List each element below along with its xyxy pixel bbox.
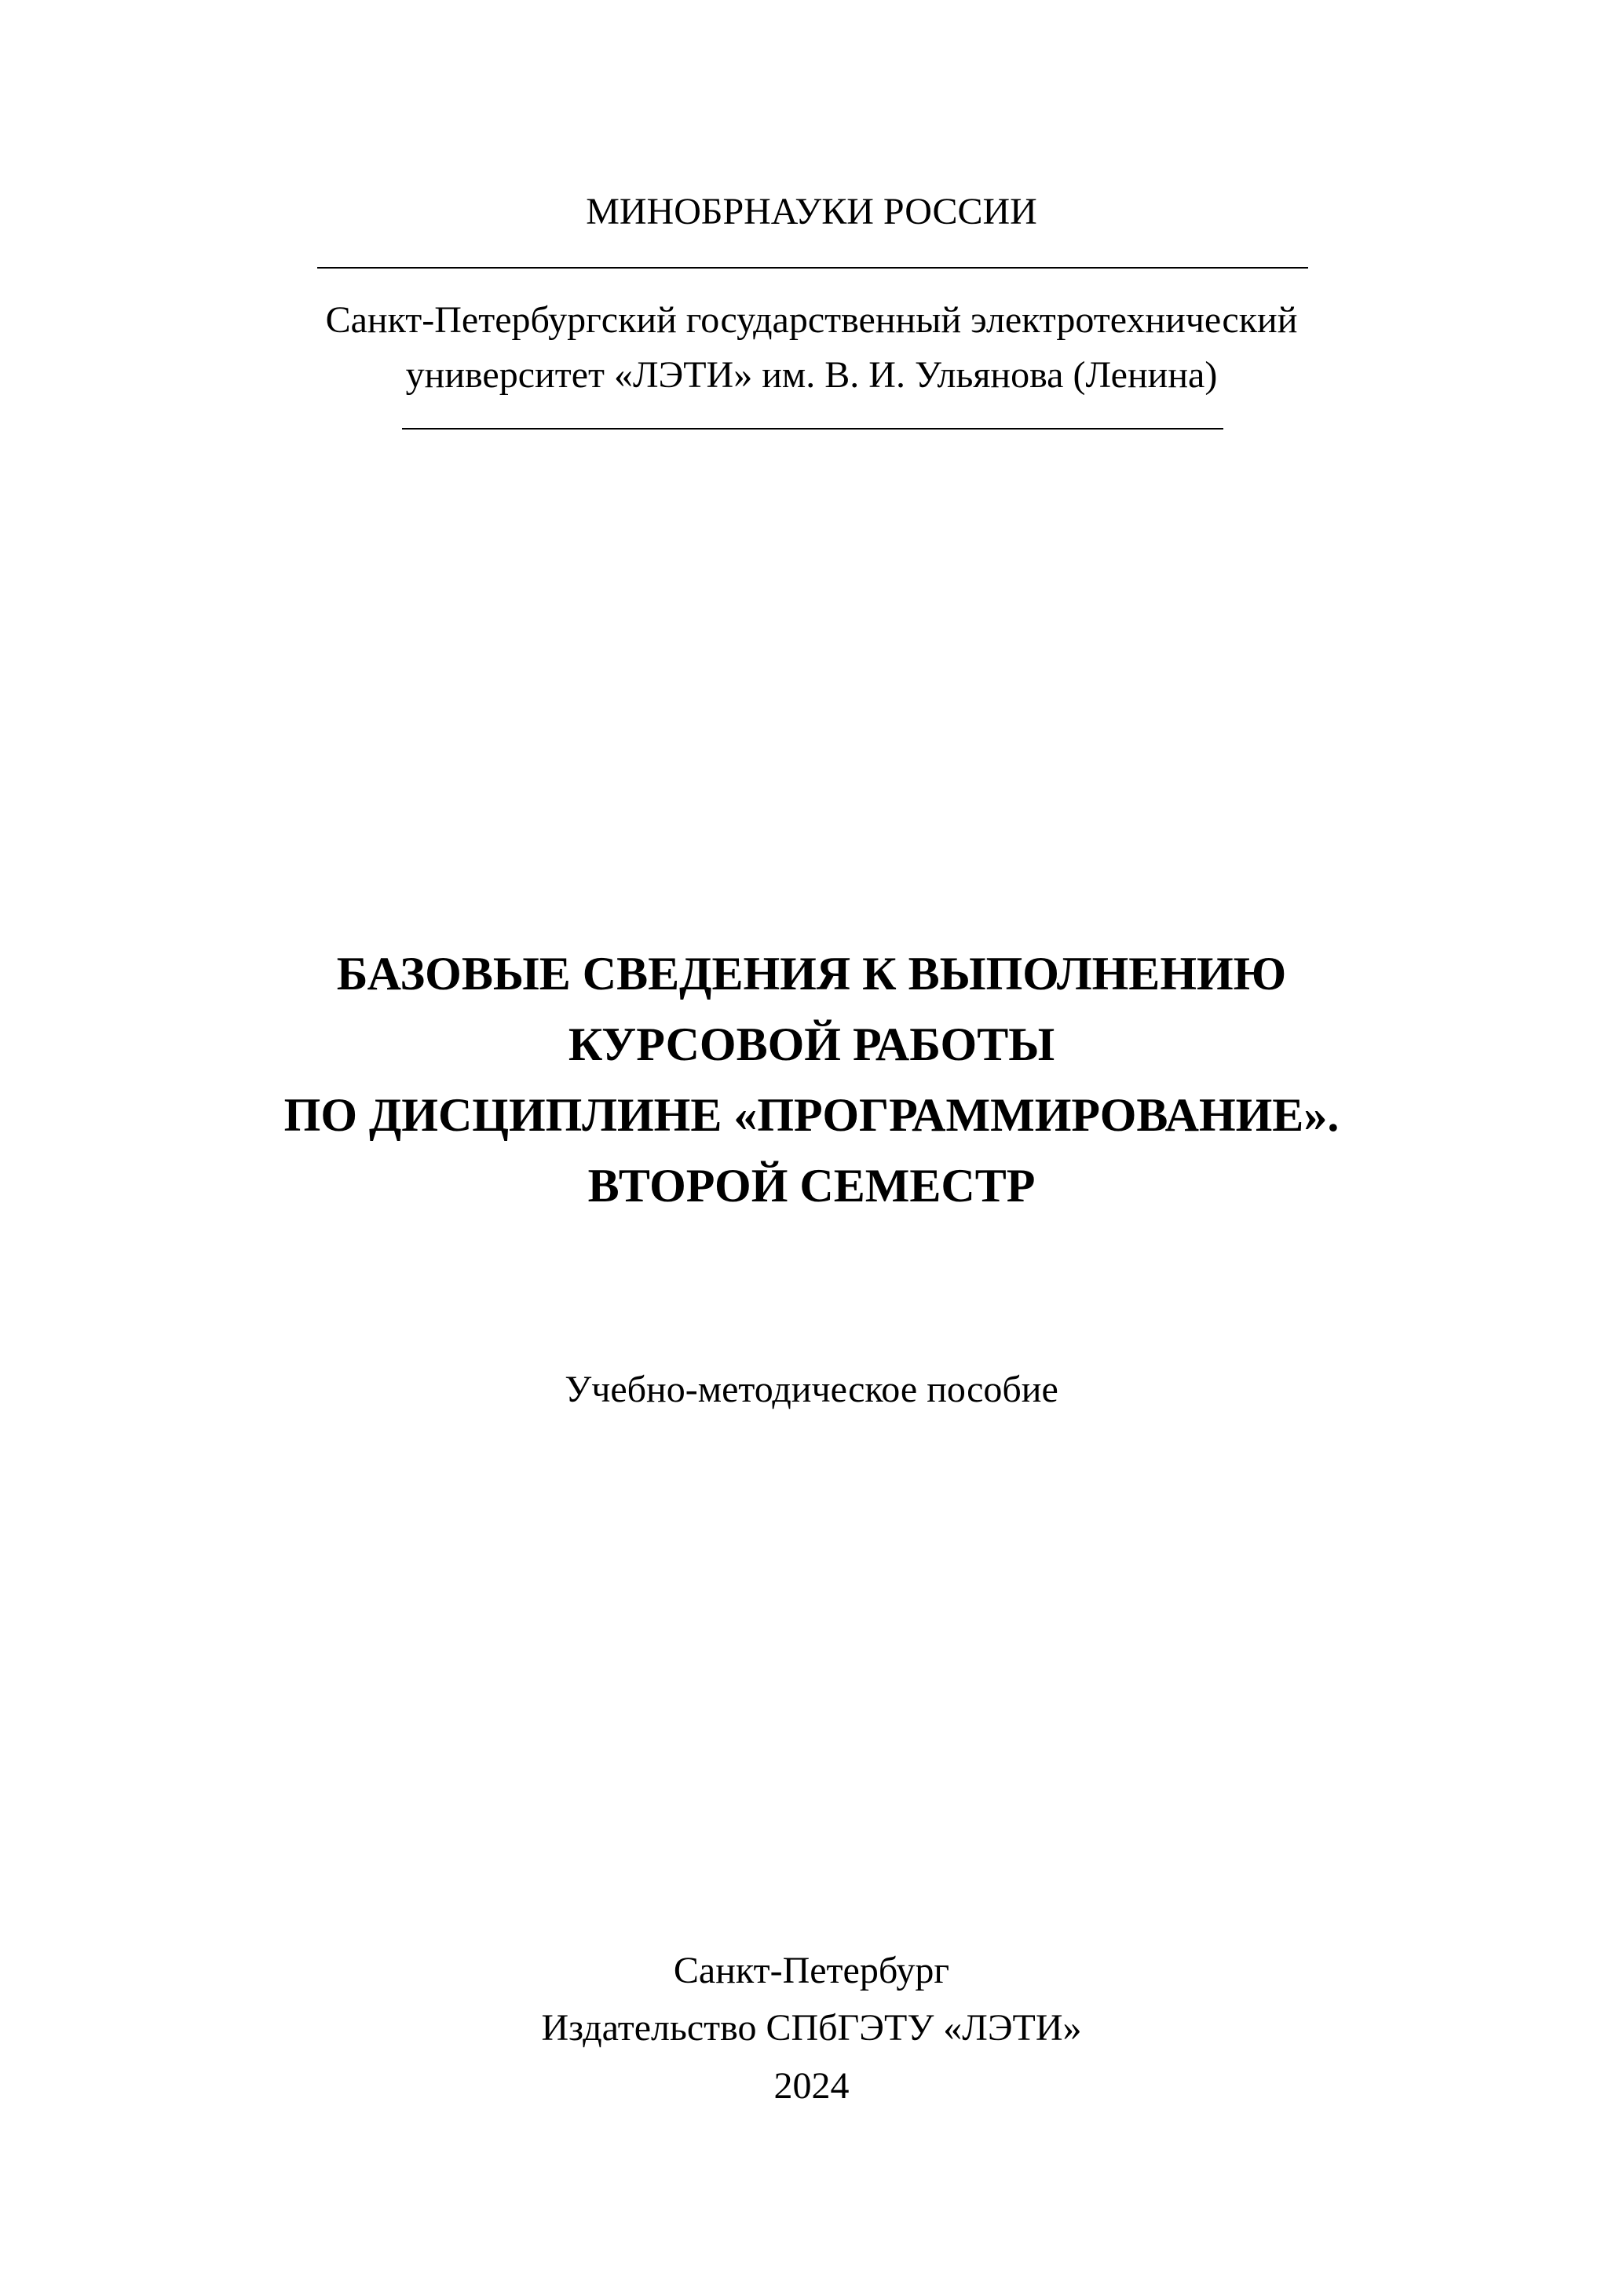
document-title [0, 938, 1623, 1221]
title-line-3: ПО ДИСЦИПЛИНЕ «ПРОГРАММИРОВАНИЕ». [283, 1089, 1340, 1141]
university-name-line-2: университет «ЛЭТИ» им. В. И. Ульянова (Ленина) [405, 354, 1218, 396]
header-divider-bottom [402, 428, 1223, 430]
publication-year: 2024 [773, 2065, 850, 2107]
university-name-line-1: Санкт-Петербургский государственный электротехнический [325, 299, 1298, 341]
document-type: Учебно-методическое пособие [565, 1369, 1058, 1410]
title-line-1: БАЗОВЫЕ СВЕДЕНИЯ К ВЫПОЛНЕНИЮ [336, 948, 1287, 1000]
header-divider-top [317, 267, 1308, 269]
publication-city: Санкт-Петербург [673, 1950, 950, 1991]
title-line-2: КУРСОВОЙ РАБОТЫ [568, 1018, 1055, 1070]
publisher-name: Издательство СПбГЭТУ «ЛЭТИ» [541, 2007, 1082, 2049]
ministry-name: МИНОБРНАУКИ РОССИИ [586, 191, 1037, 232]
title-line-4: ВТОРОЙ СЕМЕСТР [587, 1160, 1036, 1212]
